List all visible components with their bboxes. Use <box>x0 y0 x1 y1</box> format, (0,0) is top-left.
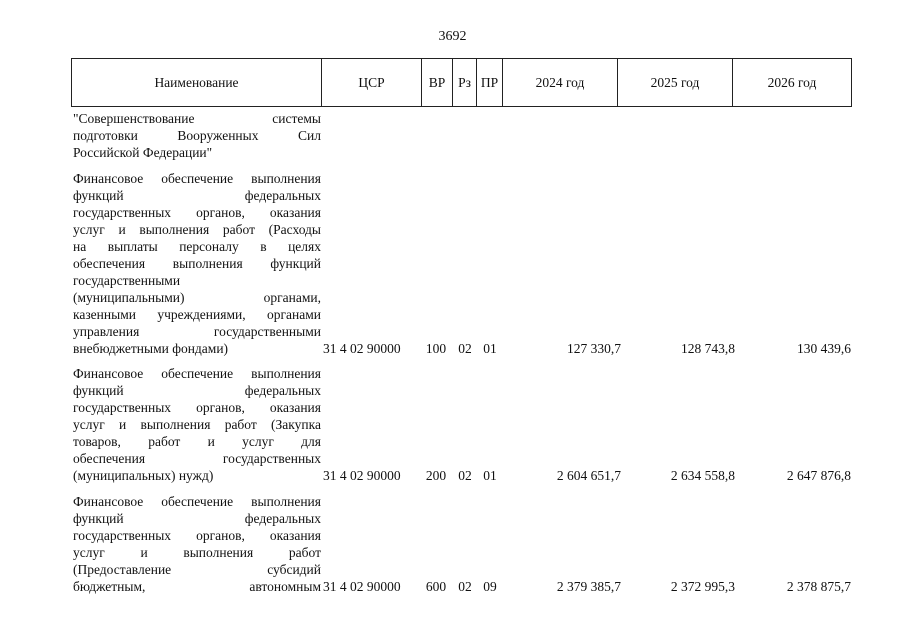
cell-pr: 09 <box>483 579 497 594</box>
cell-2025: 2 634 558,8 <box>670 468 735 483</box>
header-pr: ПР <box>477 59 503 107</box>
header-2026: 2026 год <box>733 59 852 107</box>
name-line: государственных органов, оказания <box>73 205 321 220</box>
cell-vr: 600 <box>425 579 447 594</box>
name-line: государственных органов, оказания <box>73 528 321 543</box>
name-line: функций федеральных <box>73 188 321 203</box>
name-line: "Совершенствование системы <box>73 111 321 126</box>
row-name <box>73 493 321 595</box>
cell-2025: 2 372 995,3 <box>670 579 735 594</box>
name-line: функций федеральных <box>73 511 321 526</box>
name-line: обеспечения выполнения функций <box>73 256 321 271</box>
name-line: бюджетным, автономным <box>73 579 321 594</box>
name-line: услуг и выполнения работ (Закупка <box>73 417 321 432</box>
name-line: товаров, работ и услуг для <box>73 434 321 449</box>
name-line: (муниципальных) нужд) <box>73 468 214 483</box>
cell-rz: 02 <box>458 579 472 594</box>
cell-2025: 128 743,8 <box>681 341 735 356</box>
name-line: услуг и выполнения работ (Расходы <box>73 222 321 237</box>
row-name <box>73 110 321 161</box>
row-name <box>73 365 321 484</box>
cell-vr: 200 <box>425 468 447 483</box>
cell-csr: 31 4 02 90000 <box>323 579 401 594</box>
cell-csr: 31 4 02 90000 <box>323 468 401 483</box>
header-name: Наименование <box>72 59 322 107</box>
cell-2024: 127 330,7 <box>567 341 621 356</box>
name-line: государственных органов, оказания <box>73 400 321 415</box>
header-2024: 2024 год <box>503 59 618 107</box>
cell-2026: 2 647 876,8 <box>786 468 851 483</box>
header-2025: 2025 год <box>618 59 733 107</box>
name-line: внебюджетными фондами) <box>73 341 229 356</box>
name-line: подготовки Вооруженных Сил <box>73 128 321 143</box>
header-vr: ВР <box>422 59 453 107</box>
cell-2024: 2 379 385,7 <box>556 579 621 594</box>
name-line: услуг и выполнения работ <box>73 545 321 560</box>
name-line: обеспечения государственных <box>73 451 321 466</box>
cell-rz: 02 <box>458 468 472 483</box>
name-line: функций федеральных <box>73 383 321 398</box>
row-name <box>73 170 321 357</box>
name-line: (муниципальными) органами, <box>73 290 321 305</box>
cell-rz: 02 <box>458 341 472 356</box>
name-line: Финансовое обеспечение выполнения <box>73 366 321 381</box>
name-line: Финансовое обеспечение выполнения <box>73 494 321 509</box>
cell-vr: 100 <box>425 341 447 356</box>
cell-csr: 31 4 02 90000 <box>323 341 401 356</box>
cell-2026: 130 439,6 <box>797 341 851 356</box>
cell-2026: 2 378 875,7 <box>786 579 851 594</box>
cell-pr: 01 <box>483 341 497 356</box>
table-header <box>71 58 852 107</box>
name-line: Финансовое обеспечение выполнения <box>73 171 321 186</box>
cell-2024: 2 604 651,7 <box>556 468 621 483</box>
name-line: Российской Федерации" <box>73 145 213 160</box>
header-csr: ЦСР <box>322 59 422 107</box>
name-line: управления государственными <box>73 324 321 339</box>
name-line: казенными учреждениями, органами <box>73 307 321 322</box>
name-line: государственными <box>73 273 181 288</box>
cell-pr: 01 <box>483 468 497 483</box>
name-line: (Предоставление субсидий <box>73 562 321 577</box>
page-number: 3692 <box>438 29 467 44</box>
header-rz: Рз <box>453 59 477 107</box>
name-line: на выплаты персоналу в целях <box>73 239 321 254</box>
